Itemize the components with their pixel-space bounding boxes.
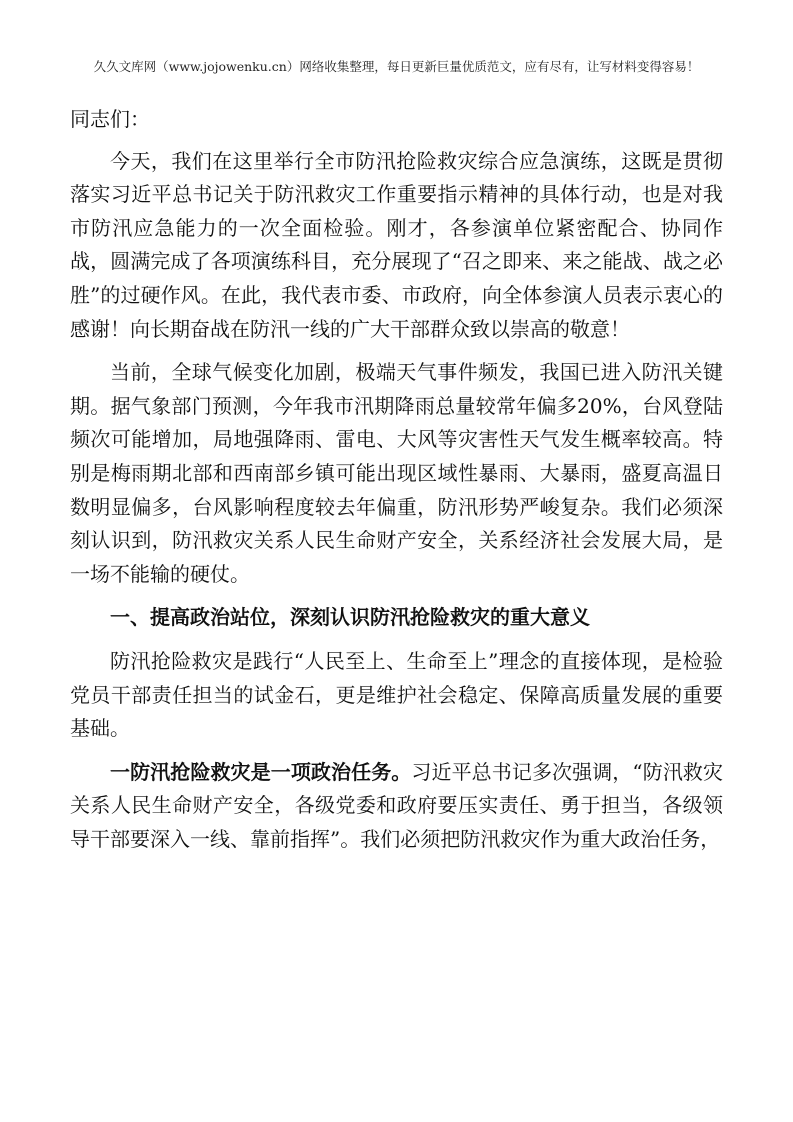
paragraph-intro: 今天，我们在这里举行全市防汛抢险救灾综合应急演练，这既是贯彻落实习近平总书记关于防汛救灾工作重要指示精神的具体行动，也是对我市防汛应急能力的一次全面检验。刚才，各参演单位紧密配合、协同作战，圆满完成了各项演练科目，充分展现了“召之即来、来之能战、战之必胜”的过硬作风。在此，我代表市委、市政府，向全体参演人员表示衷心的感谢！向长期奋战在防汛一线的广大干部群众致以崇高的敬意！ bbox=[70, 148, 723, 341]
paragraph-situation: 当前，全球气候变化加剧，极端天气事件频发，我国已进入防汛关键期。据气象部门预测，今年我市汛期降雨总量较常年偏多20%，台风登陆频次可能增加，局地强降雨、雷电、大风等灾害性天气发生概率较高。特别是梅雨期北部和西南部乡镇可能出现区域性暴雨、大暴雨，盛夏高温日数明显偏多，台风影响程度较去年偏重，防汛形势严峻复杂。我们必须深刻认识到，防汛救灾关系人民生命财产安全，关系经济社会发展大局，是一场不能输的硬仗。 bbox=[70, 360, 723, 586]
page-header: 久久文库网（www.jojowenku.cn）网络收集整理，每日更新巨量优质范文，应有尽有，让写材料变得容易！ bbox=[93, 59, 700, 74]
section-heading-1: 一、提高政治站位，深刻认识防汛抢险救灾的重大意义 bbox=[110, 605, 590, 630]
paragraph-lead-bold: 一防汛抢险救灾是一项政治任务。 bbox=[110, 759, 412, 784]
paragraph-political-task bbox=[70, 756, 723, 857]
paragraph-significance: 防汛抢险救灾是践行“人民至上、生命至上”理念的直接体现，是检验党员干部责任担当的试金石，更是维护社会稳定、保障高质量发展的重要基础。 bbox=[70, 648, 723, 741]
document-body bbox=[70, 103, 723, 866]
paragraph-lead-rest: 习近平总书记多次强调，“防汛救灾关系人民生命财产安全，各级党委和政府要压实责任、勇于担当，各级领导干部要深入一线、靠前指挥”。我们必须把防汛救灾作为重大政治任务， bbox=[70, 759, 723, 851]
greeting: 同志们： bbox=[70, 107, 150, 131]
